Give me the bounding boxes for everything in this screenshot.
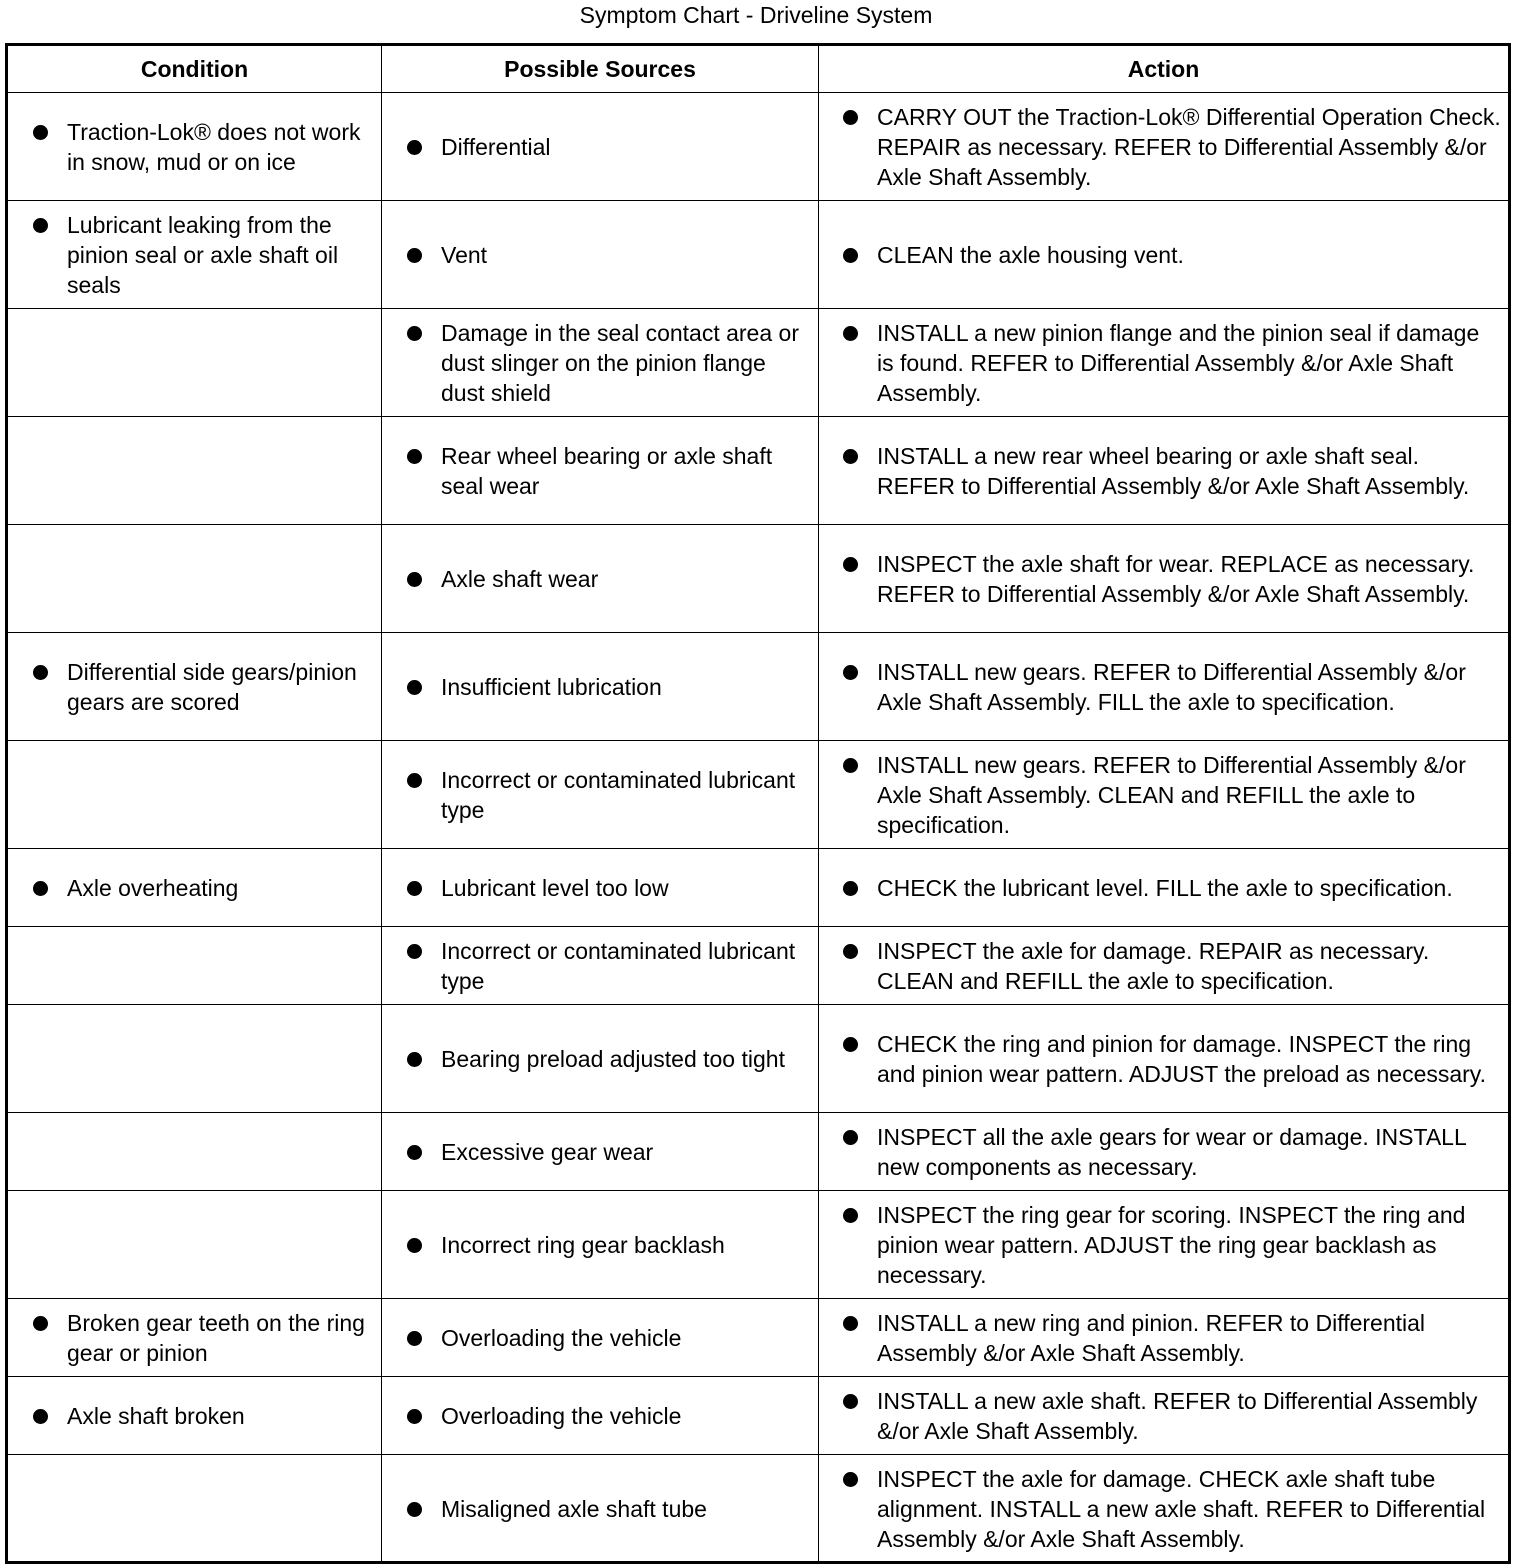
bullet-icon <box>33 1409 48 1424</box>
source-item <box>382 1394 818 1437</box>
bullet-icon <box>407 248 422 263</box>
condition-cell <box>7 93 382 201</box>
bullet-icon <box>843 758 858 773</box>
bullet-icon <box>843 665 858 680</box>
bullet-icon <box>33 218 48 233</box>
action-item <box>819 1301 1508 1374</box>
table-row <box>7 849 1510 927</box>
action-text: INSPECT all the axle gears for wear or damage. INSTALL new components as necessary. <box>877 1124 1466 1180</box>
table-row <box>7 525 1510 633</box>
source-cell <box>382 417 819 525</box>
action-text: INSTALL a new ring and pinion. REFER to Differential Assembly &/or Axle Shaft Assembly. <box>877 1310 1426 1366</box>
condition-text: Traction-Lok® does not work in snow, mud or on ice <box>67 119 361 175</box>
action-text: INSTALL a new axle shaft. REFER to Differential Assembly &/or Axle Shaft Assembly. <box>877 1388 1478 1444</box>
action-cell <box>819 417 1510 525</box>
condition-cell <box>7 417 382 525</box>
source-text: Lubricant level too low <box>441 875 669 901</box>
page-title: Symptom Chart - Driveline System <box>579 2 933 28</box>
table-row <box>7 1377 1510 1455</box>
source-item <box>382 1316 818 1359</box>
source-text: Incorrect ring gear backlash <box>441 1232 725 1258</box>
source-item <box>382 557 818 600</box>
action-cell <box>819 1455 1510 1563</box>
source-item <box>382 1037 818 1080</box>
condition-text: Axle shaft broken <box>67 1403 245 1429</box>
source-item <box>382 665 818 708</box>
bullet-icon <box>407 1238 422 1253</box>
bullet-icon <box>843 449 858 464</box>
source-cell <box>382 927 819 1005</box>
condition-cell <box>7 633 382 741</box>
bullet-icon <box>407 449 422 464</box>
source-cell <box>382 525 819 633</box>
bullet-icon <box>407 572 422 587</box>
table-row <box>7 417 1510 525</box>
condition-item <box>8 866 381 909</box>
table-row <box>7 309 1510 417</box>
source-cell <box>382 93 819 201</box>
bullet-icon <box>843 1394 858 1409</box>
table-row <box>7 93 1510 201</box>
possible-sources-column-header: Possible Sources <box>382 45 819 93</box>
action-text: INSPECT the axle shaft for wear. REPLACE as necessary. REFER to Differential Assembly &/or Axle Shaft Assembly. <box>877 551 1475 607</box>
source-cell <box>382 1113 819 1191</box>
bullet-icon <box>843 881 858 896</box>
source-text: Overloading the vehicle <box>441 1403 682 1429</box>
bullet-icon <box>407 773 422 788</box>
source-text: Axle shaft wear <box>441 566 599 592</box>
condition-text: Broken gear teeth on the ring gear or pinion <box>67 1310 365 1366</box>
bullet-icon <box>407 1145 422 1160</box>
source-item <box>382 758 818 831</box>
source-cell <box>382 849 819 927</box>
table-row <box>7 927 1510 1005</box>
source-cell <box>382 1377 819 1455</box>
bullet-icon <box>843 1472 858 1487</box>
table-row <box>7 1113 1510 1191</box>
action-item <box>819 866 1508 909</box>
bullet-icon <box>407 1502 422 1517</box>
action-item <box>819 1457 1508 1560</box>
source-text: Excessive gear wear <box>441 1139 654 1165</box>
bullet-icon <box>407 881 422 896</box>
bullet-icon <box>407 1052 422 1067</box>
condition-item <box>8 1301 381 1374</box>
source-item <box>382 233 818 276</box>
bullet-icon <box>843 1208 858 1223</box>
action-item <box>819 542 1508 615</box>
action-cell <box>819 93 1510 201</box>
source-text: Incorrect or contaminated lubricant type <box>441 767 796 823</box>
source-cell <box>382 201 819 309</box>
action-cell <box>819 1113 1510 1191</box>
action-cell <box>819 633 1510 741</box>
action-cell <box>819 309 1510 417</box>
table-row <box>7 741 1510 849</box>
bullet-icon <box>843 1130 858 1145</box>
bullet-icon <box>407 140 422 155</box>
source-cell <box>382 633 819 741</box>
action-item <box>819 650 1508 723</box>
action-item <box>819 311 1508 414</box>
table-row <box>7 1191 1510 1299</box>
action-cell <box>819 1191 1510 1299</box>
condition-cell <box>7 1191 382 1299</box>
condition-text: Axle overheating <box>67 875 239 901</box>
condition-column-header: Condition <box>7 45 382 93</box>
action-cell <box>819 741 1510 849</box>
action-cell <box>819 201 1510 309</box>
action-item <box>819 1379 1508 1452</box>
source-cell <box>382 309 819 417</box>
condition-item <box>8 110 381 183</box>
source-cell <box>382 1005 819 1113</box>
action-text: CLEAN the axle housing vent. <box>877 242 1184 268</box>
source-cell <box>382 1191 819 1299</box>
action-item <box>819 95 1508 198</box>
condition-cell <box>7 849 382 927</box>
source-text: Bearing preload adjusted too tight <box>441 1046 785 1072</box>
table-body <box>7 93 1510 1563</box>
source-item <box>382 434 818 507</box>
action-cell <box>819 525 1510 633</box>
bullet-icon <box>33 125 48 140</box>
bullet-icon <box>843 557 858 572</box>
condition-cell <box>7 1113 382 1191</box>
table-header <box>7 45 1510 93</box>
action-cell <box>819 1005 1510 1113</box>
action-cell <box>819 849 1510 927</box>
source-item <box>382 929 818 1002</box>
condition-item <box>8 650 381 723</box>
action-text: INSPECT the ring gear for scoring. INSPECT the ring and pinion wear pattern. ADJUST the ring gear backlash as necessary. <box>877 1202 1466 1288</box>
condition-cell <box>7 201 382 309</box>
condition-cell <box>7 741 382 849</box>
action-text: INSTALL new gears. REFER to Differential Assembly &/or Axle Shaft Assembly. FILL the axle to specification. <box>877 659 1466 715</box>
source-item <box>382 125 818 168</box>
action-column-header: Action <box>819 45 1510 93</box>
bullet-icon <box>407 944 422 959</box>
condition-cell <box>7 1299 382 1377</box>
action-text: CARRY OUT the Traction-Lok® Differential Operation Check. REPAIR as necessary. REFER to Differential Assembly &/or Axle Shaft Assembly. <box>877 104 1501 190</box>
action-cell <box>819 1299 1510 1377</box>
source-item <box>382 866 818 909</box>
bullet-icon <box>843 110 858 125</box>
bullet-icon <box>407 680 422 695</box>
action-item <box>819 434 1508 507</box>
bullet-icon <box>33 881 48 896</box>
table-row <box>7 1005 1510 1113</box>
symptom-chart-table <box>5 43 1511 1564</box>
bullet-icon <box>33 665 48 680</box>
source-item <box>382 311 818 414</box>
source-item <box>382 1223 818 1266</box>
bullet-icon <box>843 944 858 959</box>
bullet-icon <box>843 248 858 263</box>
bullet-icon <box>843 326 858 341</box>
table-row <box>7 1455 1510 1563</box>
source-cell <box>382 1299 819 1377</box>
bullet-icon <box>407 326 422 341</box>
table-row <box>7 1299 1510 1377</box>
condition-text: Differential side gears/pinion gears are scored <box>67 659 357 715</box>
action-item <box>819 1115 1508 1188</box>
condition-cell <box>7 927 382 1005</box>
action-text: INSTALL a new rear wheel bearing or axle shaft seal. REFER to Differential Assembly &/or Axle Shaft Assembly. <box>877 443 1470 499</box>
condition-cell <box>7 1455 382 1563</box>
source-item <box>382 1130 818 1173</box>
source-text: Vent <box>441 242 488 268</box>
source-text: Rear wheel bearing or axle shaft seal wear <box>441 443 773 499</box>
source-cell <box>382 1455 819 1563</box>
source-text: Damage in the seal contact area or dust slinger on the pinion flange dust shield <box>441 320 799 406</box>
bullet-icon <box>843 1316 858 1331</box>
bullet-icon <box>407 1331 422 1346</box>
condition-item <box>8 203 381 306</box>
condition-cell <box>7 525 382 633</box>
action-cell <box>819 927 1510 1005</box>
action-text: CHECK the lubricant level. FILL the axle to specification. <box>877 875 1453 901</box>
source-text: Differential <box>441 134 551 160</box>
bullet-icon <box>407 1409 422 1424</box>
bullet-icon <box>843 1037 858 1052</box>
condition-cell <box>7 309 382 417</box>
header-row <box>7 45 1510 93</box>
action-cell <box>819 1377 1510 1455</box>
action-text: INSTALL a new pinion flange and the pinion seal if damage is found. REFER to Differential Assembly &/or Axle Shaft Assembly. <box>877 320 1480 406</box>
source-item <box>382 1487 818 1530</box>
table-row <box>7 633 1510 741</box>
source-text: Overloading the vehicle <box>441 1325 682 1351</box>
condition-cell <box>7 1377 382 1455</box>
source-cell <box>382 741 819 849</box>
source-text: Insufficient lubrication <box>441 674 662 700</box>
action-item <box>819 233 1508 276</box>
action-item <box>819 1193 1508 1296</box>
action-item <box>819 1022 1508 1095</box>
action-item <box>819 929 1508 1002</box>
action-item <box>819 743 1508 846</box>
bullet-icon <box>33 1316 48 1331</box>
condition-item <box>8 1394 381 1437</box>
condition-text: Lubricant leaking from the pinion seal or axle shaft oil seals <box>67 212 339 298</box>
source-text: Misaligned axle shaft tube <box>441 1495 707 1522</box>
table-row <box>7 201 1510 309</box>
action-text: INSPECT the axle for damage. CHECK axle shaft tube alignment. INSTALL a new axle shaft. REFER to Differential Assembly &/or Axle Shaft Assembly. <box>877 1465 1486 1552</box>
source-text: Incorrect or contaminated lubricant type <box>441 938 796 994</box>
action-text: INSPECT the axle for damage. REPAIR as necessary. CLEAN and REFILL the axle to specification. <box>877 938 1430 994</box>
condition-cell <box>7 1005 382 1113</box>
action-text: INSTALL new gears. REFER to Differential Assembly &/or Axle Shaft Assembly. CLEAN and REFILL the axle to specification. <box>877 752 1466 838</box>
action-text: CHECK the ring and pinion for damage. INSPECT the ring and pinion wear pattern. ADJUST the preload as necessary. <box>877 1031 1486 1087</box>
